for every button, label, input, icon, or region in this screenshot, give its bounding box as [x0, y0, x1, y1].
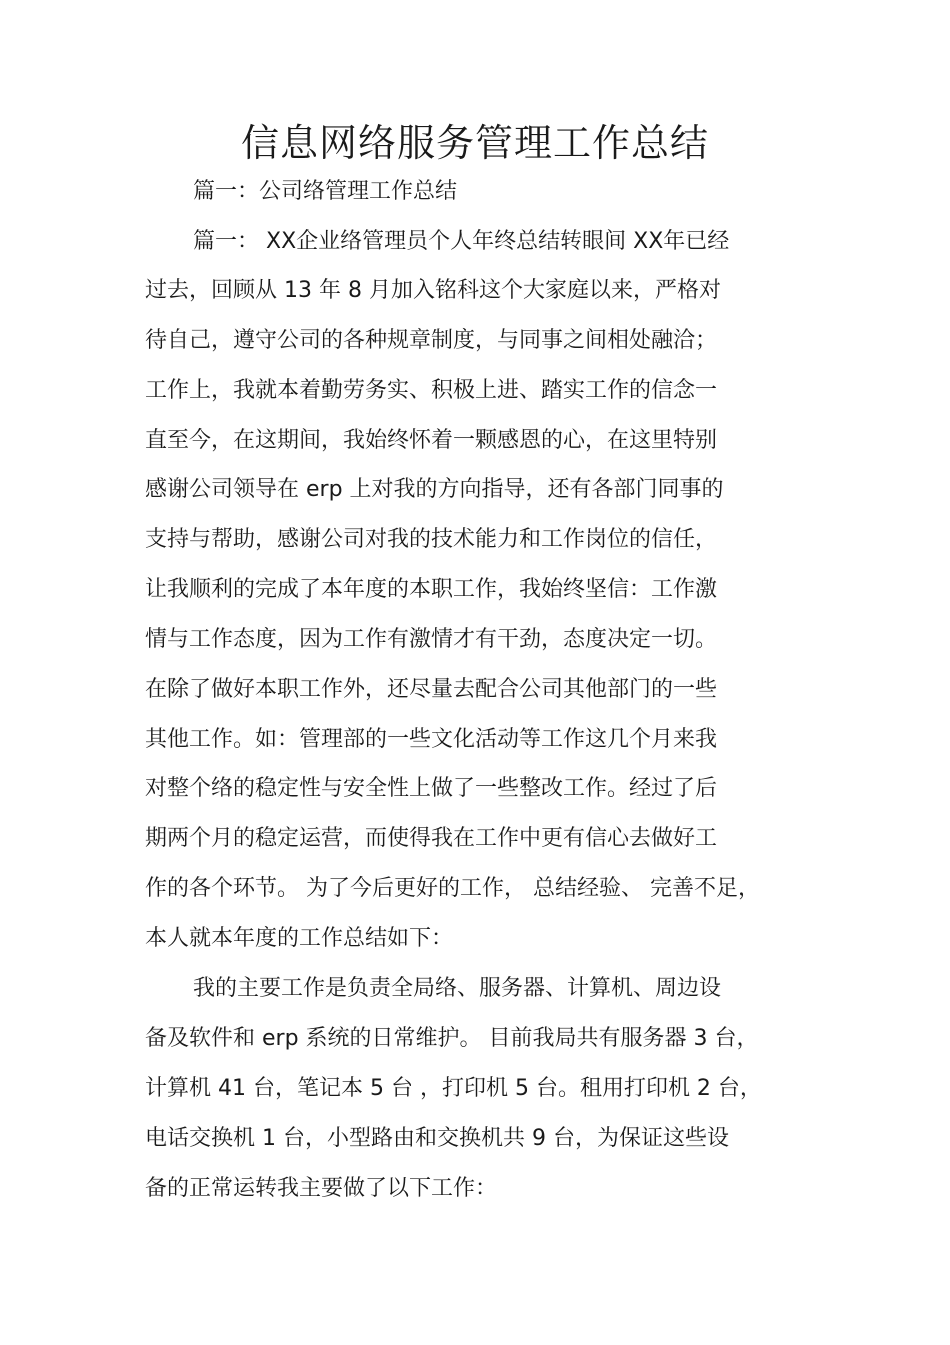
paragraph-line: 备及软件和 erp 系统的日常维护。 目前我局共有服务器 3 台，: [145, 1026, 759, 1051]
paragraph-line: 电话交换机 1 台，小型路由和交换机共 9 台，为保证这些设: [145, 1126, 729, 1151]
paragraph-line: 对整个络的稳定性与安全性上做了一些整改工作。经过了后: [145, 776, 718, 801]
paragraph-line: 作的各个环节。 为了今后更好的工作， 总结经验、 完善不足，: [145, 876, 760, 901]
paragraph-line: 期两个月的稳定运营，而使得我在工作中更有信心去做好工: [145, 826, 718, 851]
paragraph-line: 过去，回顾从 13 年 8 月加入铭科这个大家庭以来，严格对: [145, 278, 721, 303]
document-title: 信息网络服务管理工作总结: [240, 121, 709, 165]
paragraph-line: 支持与帮助，感谢公司对我的技术能力和工作岗位的信任，: [145, 527, 718, 552]
paragraph-line: 本人就本年度的工作总结如下：: [145, 926, 454, 951]
paragraph-line: 在除了做好本职工作外，还尽量去配合公司其他部门的一些: [145, 677, 718, 702]
paragraph-line: 待自己，遵守公司的各种规章制度，与同事之间相处融洽；: [145, 328, 718, 353]
paragraph-line: 感谢公司领导在 erp 上对我的方向指导，还有各部门同事的: [145, 477, 724, 502]
section-heading: 篇一：公司络管理工作总结: [193, 179, 458, 204]
paragraph-line: 让我顺利的完成了本年度的本职工作，我始终坚信：工作激: [145, 577, 718, 602]
paragraph-line: 情与工作态度，因为工作有激情才有干劲，态度决定一切。: [145, 627, 718, 652]
paragraph-line: 工作上，我就本着勤劳务实、积极上进、踏实工作的信念一: [145, 378, 718, 403]
paragraph-line: 其他工作。如：管理部的一些文化活动等工作这几个月来我: [145, 727, 718, 752]
paragraph-line: 直至今，在这期间，我始终怀着一颗感恩的心，在这里特别: [145, 428, 718, 453]
paragraph-line: 计算机 41 台，笔记本 5 台 ，打印机 5 台。租用打印机 2 台，: [145, 1076, 762, 1101]
paragraph-line: 我的主要工作是负责全局络、服务器、计算机、周边设: [193, 976, 722, 1001]
paragraph-line: 备的正常运转我主要做了以下工作：: [145, 1176, 498, 1201]
paragraph-line: 篇一： XX企业络管理员个人年终总结转眼间 XX年已经: [193, 229, 730, 254]
